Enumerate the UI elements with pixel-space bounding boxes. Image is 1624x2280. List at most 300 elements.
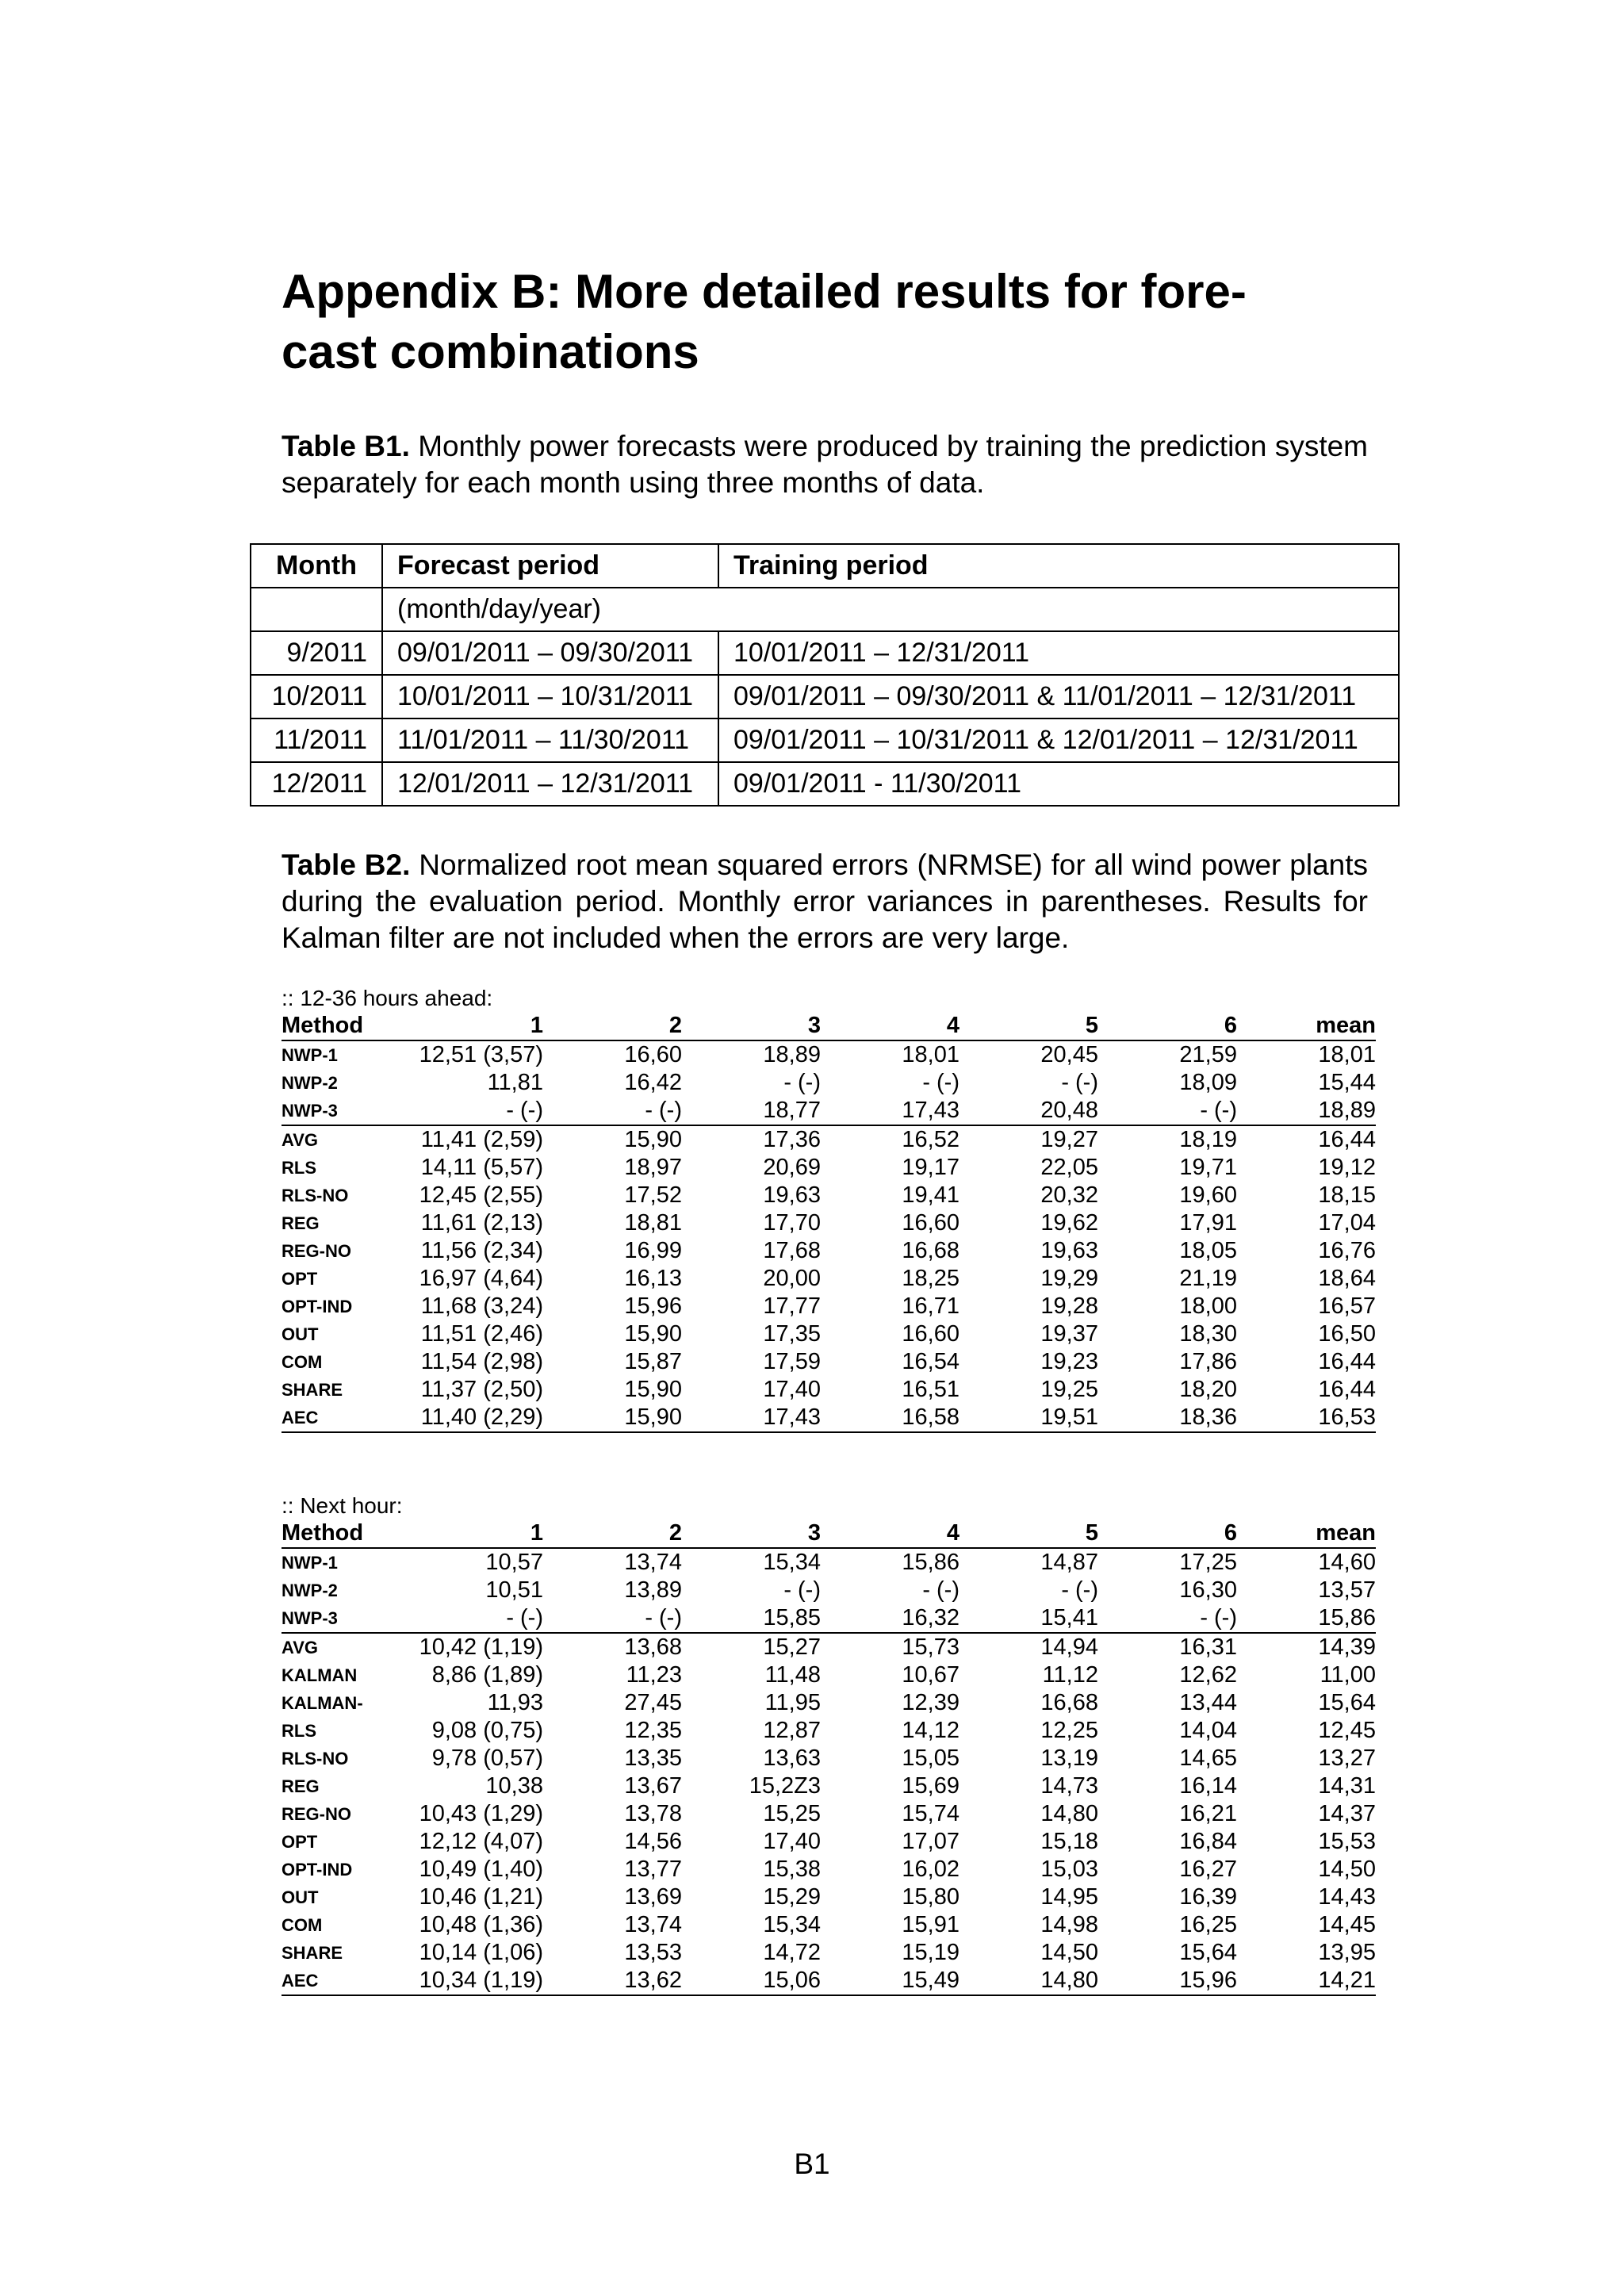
value-cell: 13,63 — [763, 1745, 821, 1771]
table-row — [282, 1717, 1376, 1745]
method-name-cell: COM — [282, 1915, 323, 1935]
table-b1-caption — [282, 428, 1368, 501]
value-cell: 18,30 — [1179, 1321, 1237, 1347]
value-cell: 13,62 — [543, 1967, 682, 1995]
value-cell: 16,44 — [1318, 1377, 1376, 1402]
column-header: 5 — [959, 1012, 1098, 1040]
column-header-method: Method — [282, 1012, 400, 1040]
value-cell: 15,05 — [902, 1745, 959, 1771]
value-cell: 11,68 (3,24) — [420, 1293, 543, 1319]
value-cell: 19,62 — [1040, 1210, 1098, 1236]
value-cell: 18,25 — [902, 1266, 959, 1291]
table-b1-row — [251, 631, 1399, 675]
value-cell: 18,15 — [1318, 1182, 1376, 1208]
table-row — [282, 1404, 1376, 1432]
table-b1-row — [251, 675, 1399, 718]
table-b1-cell — [718, 588, 1399, 631]
table-b1-cell-month: 12/2011 — [251, 762, 382, 806]
value-cell: 18,01 — [902, 1042, 959, 1067]
value-cell: 27,45 — [624, 1690, 682, 1715]
value-cell: - (-) — [922, 1577, 959, 1603]
table-b2-12-36-hours — [282, 1012, 1376, 1433]
value-cell: 15,96 — [1098, 1967, 1237, 1995]
table-b1-subheader-row — [251, 588, 1399, 631]
table-row — [282, 1633, 1376, 1661]
table-row — [282, 1265, 1376, 1293]
value-cell: - (-) — [1098, 1097, 1237, 1125]
value-cell: 16,57 — [1318, 1293, 1376, 1319]
table-b2-caption-label: Table B2. — [282, 849, 411, 881]
value-cell: 16,30 — [1179, 1577, 1237, 1603]
value-cell: 19,23 — [1040, 1349, 1098, 1374]
value-cell: - (-) — [1061, 1577, 1098, 1603]
page-title — [282, 262, 1392, 382]
value-cell: 15,19 — [902, 1940, 959, 1965]
value-cell: 13,78 — [624, 1801, 682, 1826]
value-cell: 15,85 — [682, 1604, 821, 1633]
value-cell: 14,12 — [902, 1718, 959, 1743]
value-cell: 13,44 — [1179, 1690, 1237, 1715]
value-cell: 18,36 — [1098, 1404, 1237, 1432]
table-row — [282, 1548, 1376, 1577]
table-row — [282, 1125, 1376, 1154]
table-b2-caption-text: Normalized root mean squared errors (NRMSE) for all wind power plants during the evaluation period. Monthly error variances in parentheses. Results for Kalman filter are not included when the errors are very large. — [282, 849, 1368, 954]
table-b1-cell — [251, 588, 382, 631]
value-cell: 19,41 — [902, 1182, 959, 1208]
value-cell: 16,31 — [1179, 1634, 1237, 1660]
value-cell: 15,86 — [1237, 1604, 1376, 1633]
value-cell: 15,38 — [763, 1857, 821, 1882]
table-b1-subheader: (month/day/year) — [382, 588, 718, 631]
value-cell: 14,65 — [1179, 1745, 1237, 1771]
table-b1-row — [251, 718, 1399, 762]
value-cell: 15,90 — [624, 1377, 682, 1402]
value-cell: 15,03 — [1040, 1857, 1098, 1882]
value-cell: 17,40 — [763, 1377, 821, 1402]
value-cell: 11,00 — [1320, 1662, 1376, 1688]
method-name-cell: OPT — [282, 1269, 318, 1289]
value-cell: 16,51 — [902, 1377, 959, 1402]
value-cell: 15,96 — [624, 1293, 682, 1319]
value-cell: 16,60 — [902, 1210, 959, 1236]
value-cell: 19,12 — [1318, 1155, 1376, 1180]
value-cell: 17,52 — [624, 1182, 682, 1208]
value-cell: 19,37 — [1040, 1321, 1098, 1347]
value-cell: - (-) — [1061, 1070, 1098, 1095]
table-b1-cell-training: 09/01/2011 – 09/30/2011 & 11/01/2011 – 12/31/2011 — [718, 675, 1399, 718]
value-cell: 18,19 — [1179, 1127, 1237, 1152]
value-cell: 17,43 — [821, 1097, 959, 1125]
method-name-cell: NWP-3 — [282, 1604, 400, 1633]
value-cell: 17,68 — [763, 1238, 821, 1263]
table-b1-cell-month: 9/2011 — [251, 631, 382, 675]
value-cell: 19,71 — [1179, 1155, 1237, 1180]
value-cell: 11,12 — [1042, 1662, 1098, 1688]
table-row — [282, 1939, 1376, 1967]
value-cell: 10,43 (1,29) — [419, 1801, 543, 1826]
column-header-method: Method — [282, 1519, 400, 1548]
value-cell: 14,50 — [1318, 1857, 1376, 1882]
value-cell: 15,64 — [1318, 1690, 1376, 1715]
table-row — [282, 1604, 1376, 1633]
value-cell: 13,74 — [624, 1912, 682, 1937]
value-cell: 14,87 — [1040, 1550, 1098, 1575]
value-cell: 15,18 — [1040, 1829, 1098, 1854]
value-cell: 15,74 — [902, 1801, 959, 1826]
value-cell: 19,29 — [1040, 1266, 1098, 1291]
value-cell: 14,72 — [763, 1940, 821, 1965]
value-cell: - (-) — [783, 1070, 821, 1095]
value-cell: 15,44 — [1318, 1070, 1376, 1095]
value-cell: 16,39 — [1179, 1884, 1237, 1910]
value-cell: 19,60 — [1179, 1182, 1237, 1208]
table-row — [282, 1745, 1376, 1772]
value-cell: 19,63 — [763, 1182, 821, 1208]
column-header: 1 — [400, 1012, 543, 1040]
value-cell: 12,35 — [624, 1718, 682, 1743]
table-b2-caption — [282, 847, 1368, 956]
table-b1-row — [251, 762, 1399, 806]
value-cell: 11,81 — [487, 1070, 543, 1095]
value-cell: 16,97 (4,64) — [419, 1266, 543, 1291]
value-cell: 14,31 — [1318, 1773, 1376, 1799]
method-name-cell: COM — [282, 1352, 323, 1372]
value-cell: 14,60 — [1318, 1550, 1376, 1575]
value-cell: 16,53 — [1237, 1404, 1376, 1432]
value-cell: 16,44 — [1318, 1127, 1376, 1152]
value-cell: 14,56 — [624, 1829, 682, 1854]
column-header: 1 — [400, 1519, 543, 1548]
table-b1-cell-forecast: 09/01/2011 – 09/30/2011 — [382, 631, 718, 675]
table-b2-header-row — [282, 1012, 1376, 1040]
column-header: 3 — [682, 1012, 821, 1040]
value-cell: 10,14 (1,06) — [419, 1940, 543, 1965]
value-cell: 18,05 — [1179, 1238, 1237, 1263]
table-b2-next-hour — [282, 1519, 1376, 1996]
value-cell: 16,25 — [1179, 1912, 1237, 1937]
table-row — [282, 1911, 1376, 1939]
value-cell: 11,54 (2,98) — [420, 1349, 543, 1374]
value-cell: 19,27 — [1040, 1127, 1098, 1152]
value-cell: 12,45 — [1318, 1718, 1376, 1743]
value-cell: 13,69 — [624, 1884, 682, 1910]
value-cell: 9,78 (0,57) — [431, 1745, 543, 1771]
value-cell: 13,89 — [624, 1577, 682, 1603]
value-cell: 18,97 — [624, 1155, 682, 1180]
value-cell: 19,28 — [1040, 1293, 1098, 1319]
table-row — [282, 1772, 1376, 1800]
value-cell: 16,44 — [1318, 1349, 1376, 1374]
method-name-cell: RLS-NO — [282, 1186, 349, 1205]
value-cell: 14,98 — [1040, 1912, 1098, 1937]
value-cell: 17,40 — [763, 1829, 821, 1854]
table-row — [282, 1883, 1376, 1911]
value-cell: - (-) — [543, 1604, 682, 1633]
value-cell: 19,25 — [1040, 1377, 1098, 1402]
column-header: 4 — [821, 1012, 959, 1040]
table-row — [282, 1069, 1376, 1097]
value-cell: 13,95 — [1318, 1940, 1376, 1965]
value-cell: 10,49 (1,40) — [419, 1857, 543, 1882]
table-b1-header-month: Month — [251, 544, 382, 588]
value-cell: 12,25 — [1040, 1718, 1098, 1743]
table-row — [282, 1237, 1376, 1265]
value-cell: 17,25 — [1179, 1550, 1237, 1575]
value-cell: 10,48 (1,36) — [419, 1912, 543, 1937]
table-b1-cell-forecast: 11/01/2011 – 11/30/2011 — [382, 718, 718, 762]
value-cell: 20,69 — [763, 1155, 821, 1180]
value-cell: 18,81 — [624, 1210, 682, 1236]
table-row — [282, 1800, 1376, 1828]
value-cell: 8,86 (1,89) — [431, 1662, 543, 1688]
value-cell: 14,21 — [1237, 1967, 1376, 1995]
table-row — [282, 1348, 1376, 1376]
value-cell: 16,60 — [624, 1042, 682, 1067]
value-cell: 11,51 (2,46) — [420, 1321, 543, 1347]
value-cell: 10,67 — [902, 1662, 959, 1688]
table-b1-header-row — [251, 544, 1399, 588]
value-cell: 13,35 — [624, 1745, 682, 1771]
value-cell: 15,64 — [1179, 1940, 1237, 1965]
column-header: 5 — [959, 1519, 1098, 1548]
value-cell: 11,40 (2,29) — [400, 1404, 543, 1432]
value-cell: 15,06 — [682, 1967, 821, 1995]
column-header: 6 — [1098, 1519, 1237, 1548]
value-cell: 16,42 — [624, 1070, 682, 1095]
value-cell: 19,51 — [959, 1404, 1098, 1432]
value-cell: 15,91 — [902, 1912, 959, 1937]
table-b2-header-row — [282, 1519, 1376, 1548]
value-cell: 15,2Z3 — [749, 1773, 821, 1799]
value-cell: 15,41 — [959, 1604, 1098, 1633]
value-cell: 15,53 — [1318, 1829, 1376, 1854]
value-cell: 17,86 — [1179, 1349, 1237, 1374]
value-cell: 16,54 — [902, 1349, 959, 1374]
value-cell: 15,49 — [821, 1967, 959, 1995]
value-cell: - (-) — [783, 1577, 821, 1603]
value-cell: 16,21 — [1179, 1801, 1237, 1826]
method-name-cell: RLS — [282, 1158, 316, 1178]
value-cell: 14,39 — [1318, 1634, 1376, 1660]
value-cell: 10,51 — [485, 1577, 543, 1603]
value-cell: 16,14 — [1179, 1773, 1237, 1799]
table-b1-cell-month: 11/2011 — [251, 718, 382, 762]
page-title-line-2: cast combinations — [282, 325, 699, 378]
table-b1-cell-forecast: 12/01/2011 – 12/31/2011 — [382, 762, 718, 806]
section-next-hour-label: :: Next hour: — [282, 1493, 403, 1518]
value-cell: 10,42 (1,19) — [419, 1634, 543, 1660]
method-name-cell: RLS-NO — [282, 1749, 349, 1768]
value-cell: 15,80 — [902, 1884, 959, 1910]
value-cell: 14,95 — [1040, 1884, 1098, 1910]
table-row — [282, 1320, 1376, 1348]
column-header: 4 — [821, 1519, 959, 1548]
method-name-cell: REG-NO — [282, 1804, 351, 1824]
value-cell: 17,04 — [1318, 1210, 1376, 1236]
column-header: 6 — [1098, 1012, 1237, 1040]
table-row — [282, 1577, 1376, 1604]
value-cell: 21,19 — [1179, 1266, 1237, 1291]
table-row — [282, 1689, 1376, 1717]
value-cell: 17,43 — [682, 1404, 821, 1432]
value-cell: 13,74 — [624, 1550, 682, 1575]
column-header: 2 — [543, 1012, 682, 1040]
value-cell: 17,77 — [763, 1293, 821, 1319]
value-cell: 13,77 — [624, 1857, 682, 1882]
value-cell: 10,57 — [485, 1550, 543, 1575]
method-name-cell: RLS — [282, 1721, 316, 1741]
value-cell: 12,51 (3,57) — [419, 1042, 543, 1067]
table-b1-cell-month: 10/2011 — [251, 675, 382, 718]
table-row — [282, 1209, 1376, 1237]
value-cell: 12,87 — [763, 1718, 821, 1743]
value-cell: 17,07 — [902, 1829, 959, 1854]
value-cell: 20,32 — [1040, 1182, 1098, 1208]
value-cell: 17,59 — [763, 1349, 821, 1374]
table-b1-cell-training: 10/01/2011 – 12/31/2011 — [718, 631, 1399, 675]
method-name-cell: REG — [282, 1213, 320, 1233]
value-cell: 18,89 — [1237, 1097, 1376, 1125]
method-name-cell: OUT — [282, 1324, 319, 1344]
value-cell: 14,80 — [1040, 1801, 1098, 1826]
table-b1-cell-forecast: 10/01/2011 – 10/31/2011 — [382, 675, 718, 718]
value-cell: 21,59 — [1179, 1042, 1237, 1067]
table-row — [282, 1376, 1376, 1404]
value-cell: 16,76 — [1318, 1238, 1376, 1263]
value-cell: 18,09 — [1179, 1070, 1237, 1095]
value-cell: - (-) — [543, 1097, 682, 1125]
value-cell: 16,27 — [1179, 1857, 1237, 1882]
value-cell: 18,64 — [1318, 1266, 1376, 1291]
table-row — [282, 1154, 1376, 1182]
value-cell: 15,90 — [624, 1321, 682, 1347]
table-b1-header-training: Training period — [718, 544, 1399, 588]
value-cell: 15,86 — [902, 1550, 959, 1575]
value-cell: 11,41 (2,59) — [420, 1127, 543, 1152]
method-name-cell: NWP-1 — [282, 1045, 338, 1065]
value-cell: 11,95 — [764, 1690, 821, 1715]
value-cell: 15,27 — [763, 1634, 821, 1660]
method-name-cell: REG-NO — [282, 1241, 351, 1261]
value-cell: 16,52 — [902, 1127, 959, 1152]
value-cell: - (-) — [922, 1070, 959, 1095]
method-name-cell: SHARE — [282, 1943, 343, 1963]
table-b1 — [250, 543, 1400, 807]
value-cell: 19,63 — [1040, 1238, 1098, 1263]
method-name-cell: OPT-IND — [282, 1860, 353, 1880]
value-cell: 10,38 — [485, 1773, 543, 1799]
method-name-cell: OPT — [282, 1832, 318, 1852]
method-name-cell: KALMAN — [282, 1665, 358, 1685]
value-cell: 12,39 — [902, 1690, 959, 1715]
value-cell: 17,35 — [763, 1321, 821, 1347]
value-cell: 17,70 — [763, 1210, 821, 1236]
method-name-cell: NWP-2 — [282, 1073, 338, 1093]
value-cell: - (-) — [400, 1604, 543, 1633]
value-cell: - (-) — [1098, 1604, 1237, 1633]
method-name-cell: NWP-2 — [282, 1581, 338, 1600]
method-name-cell: AVG — [282, 1130, 319, 1150]
value-cell: 15,73 — [902, 1634, 959, 1660]
value-cell: 18,77 — [682, 1097, 821, 1125]
value-cell: 14,43 — [1318, 1884, 1376, 1910]
table-b1-caption-text: Monthly power forecasts were produced by training the prediction system separately for each month using three months of data. — [282, 430, 1368, 499]
table-b1-caption-label: Table B1. — [282, 430, 410, 462]
table-b1-cell-training: 09/01/2011 - 11/30/2011 — [718, 762, 1399, 806]
method-name-cell: SHARE — [282, 1380, 343, 1400]
value-cell: 15,87 — [624, 1349, 682, 1374]
value-cell: 17,36 — [763, 1127, 821, 1152]
value-cell: 10,46 (1,21) — [419, 1884, 543, 1910]
value-cell: 22,05 — [1040, 1155, 1098, 1180]
value-cell: 20,00 — [763, 1266, 821, 1291]
value-cell: 15,34 — [763, 1912, 821, 1937]
value-cell: 14,04 — [1179, 1718, 1237, 1743]
value-cell: 20,48 — [959, 1097, 1098, 1125]
value-cell: 15,25 — [763, 1801, 821, 1826]
value-cell: 16,58 — [821, 1404, 959, 1432]
value-cell: 16,99 — [624, 1238, 682, 1263]
table-row — [282, 1293, 1376, 1320]
value-cell: 11,93 — [487, 1690, 543, 1715]
value-cell: 13,68 — [624, 1634, 682, 1660]
value-cell: 11,37 (2,50) — [420, 1377, 543, 1402]
value-cell: 15,34 — [763, 1550, 821, 1575]
table-b1-header-forecast: Forecast period — [382, 544, 718, 588]
table-row — [282, 1661, 1376, 1689]
value-cell: 11,48 — [764, 1662, 821, 1688]
value-cell: 14,37 — [1318, 1801, 1376, 1826]
value-cell: 14,94 — [1040, 1634, 1098, 1660]
value-cell: 12,12 (4,07) — [419, 1829, 543, 1854]
value-cell: 13,19 — [1040, 1745, 1098, 1771]
table-row — [282, 1097, 1376, 1125]
value-cell: 16,71 — [902, 1293, 959, 1319]
value-cell: 16,68 — [1040, 1690, 1098, 1715]
value-cell: 16,32 — [821, 1604, 959, 1633]
method-name-cell: OUT — [282, 1887, 319, 1907]
value-cell: 14,45 — [1318, 1912, 1376, 1937]
value-cell: 13,57 — [1318, 1577, 1376, 1603]
value-cell: 16,84 — [1179, 1829, 1237, 1854]
value-cell: 19,17 — [902, 1155, 959, 1180]
value-cell: 15,90 — [624, 1127, 682, 1152]
value-cell: 16,13 — [624, 1266, 682, 1291]
value-cell: 14,80 — [959, 1967, 1098, 1995]
column-header: 2 — [543, 1519, 682, 1548]
method-name-cell: REG — [282, 1776, 320, 1796]
value-cell: 11,56 (2,34) — [420, 1238, 543, 1263]
table-row — [282, 1856, 1376, 1883]
value-cell: 13,27 — [1318, 1745, 1376, 1771]
value-cell: 13,67 — [624, 1773, 682, 1799]
value-cell: 11,61 (2,13) — [420, 1210, 543, 1236]
value-cell: 18,00 — [1179, 1293, 1237, 1319]
table-row — [282, 1828, 1376, 1856]
value-cell: 18,01 — [1318, 1042, 1376, 1067]
value-cell: 16,02 — [902, 1857, 959, 1882]
value-cell: 11,23 — [626, 1662, 682, 1688]
method-name-cell: AEC — [282, 1404, 400, 1432]
value-cell: 14,73 — [1040, 1773, 1098, 1799]
value-cell: 15,69 — [902, 1773, 959, 1799]
table-row — [282, 1182, 1376, 1209]
column-header: 3 — [682, 1519, 821, 1548]
value-cell: - (-) — [400, 1097, 543, 1125]
value-cell: 14,50 — [1040, 1940, 1098, 1965]
method-name-cell: NWP-3 — [282, 1097, 400, 1125]
value-cell: 16,68 — [902, 1238, 959, 1263]
